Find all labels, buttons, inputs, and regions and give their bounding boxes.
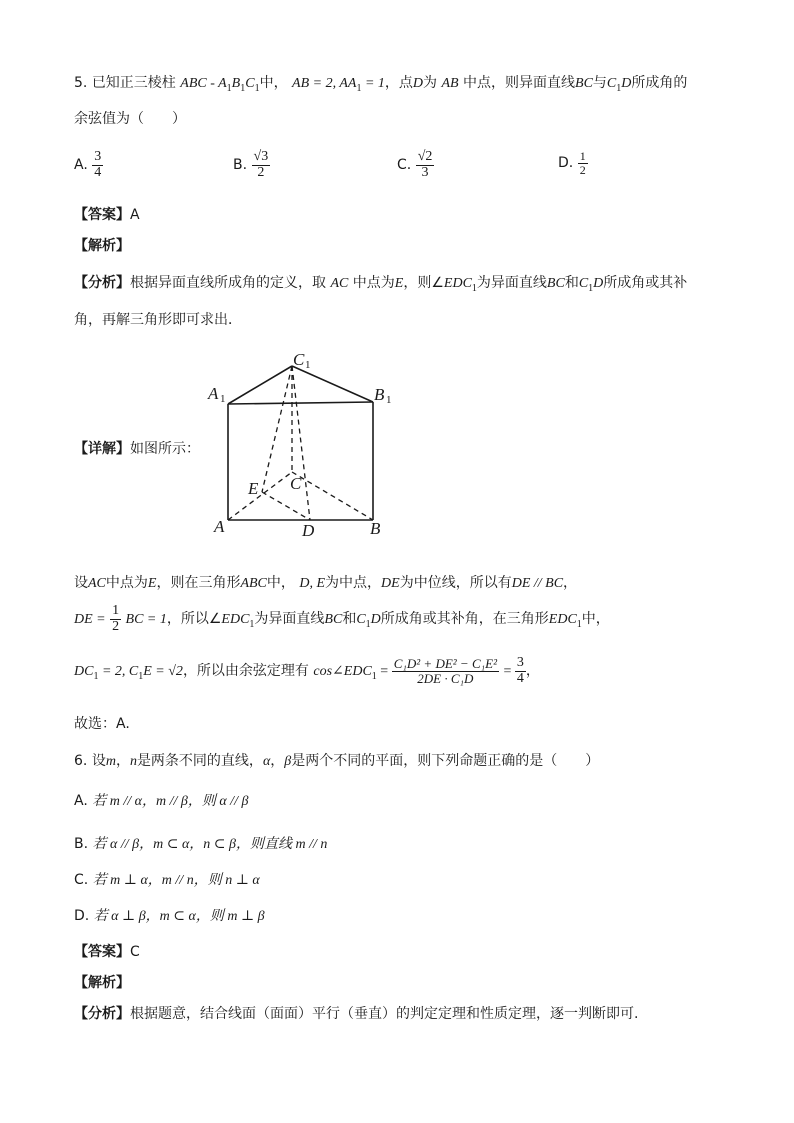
q6-answer: 【答案】C	[74, 944, 140, 960]
q6-option-b: B. 若 α // β，m ⊂ α，n ⊂ β，则直线 m // n	[74, 836, 328, 852]
q5-stem-line2: 余弦值为（ ）	[74, 111, 186, 127]
q6-analysis-tag: 【解析】	[74, 975, 130, 991]
label-a: A	[214, 517, 225, 536]
q5-choose: 故选：A.	[74, 716, 130, 732]
label-b1-sub: 1	[386, 394, 392, 406]
label-e: E	[248, 479, 259, 498]
q6-fenxi: 【分析】根据题意，结合线面（面面）平行（垂直）的判定定理和性质定理，逐一判断即可.	[74, 1006, 639, 1022]
label-c1-sub: 1	[305, 359, 311, 371]
prism-figure	[200, 352, 410, 542]
q5-fenxi-line1: 【分析】根据异面直线所成角的定义，取 AC 中点为E，则$\angle EDC_1$为异面直线BC和$C_1D$所成角或其补	[74, 275, 688, 294]
q5-option-d: D. $\frac{1}{2}$	[558, 149, 586, 177]
q5-solution-line3: $DC_1 = 2$, $C_1E = √2$，所以由余弦定理有 $\cos\angle EDC_1$ = $\frac{\text{C₁D² + DE² − C₁E²}}{\text{2DE · C₁D}}$ = $\frac{3}{4}$ ，	[74, 655, 540, 686]
q6-option-a: A. 若 m // α，m // β，则 α // β	[74, 793, 249, 809]
label-a1-sub: 1	[220, 393, 226, 405]
q5-analysis-tag: 【解析】	[74, 238, 130, 254]
q5-detail: 【详解】如图所示：	[74, 441, 200, 457]
edge-a1-c1	[228, 366, 292, 404]
edge-a1-b1	[228, 402, 373, 404]
q5-solution-line1: 设AC中点为E，则在三角形ABC中， D, E为中点，DE为中位线，所以有DE // BC，	[74, 575, 578, 591]
segment-c1-d	[292, 366, 310, 520]
q5-answer: 【答案】A	[74, 207, 140, 223]
q5-option-b: B. $\frac{√3}{2}$	[233, 149, 269, 180]
q5-option-a: A. $\frac{3}{4}$	[74, 149, 102, 180]
segment-e-d	[262, 492, 310, 520]
segment-c1-e	[262, 366, 292, 492]
label-c1: C	[293, 352, 305, 369]
q5-option-c: C. $\frac{√2}{3}$	[397, 149, 433, 180]
label-a1: A	[208, 384, 219, 403]
edge-c1-b1	[292, 366, 373, 402]
label-b: B	[370, 519, 381, 538]
edge-a-c	[228, 472, 292, 520]
label-b1: B	[374, 385, 385, 404]
label-d: D	[302, 521, 315, 540]
label-c: C	[290, 474, 302, 493]
q5-fenxi-line2: 角，再解三角形即可求出．	[74, 312, 242, 328]
q6-option-d: D. 若 α ⊥ β，m ⊂ α，则 m ⊥ β	[74, 908, 265, 924]
q6-option-c: C. 若 m ⊥ α，m // n，则 n ⊥ α	[74, 872, 260, 888]
q5-solution-line2: DE = $\frac{1}{2}$ BC = 1，所以$\angle EDC_1$为异面直线BC和$C_1D$所成角或其补角，在三角形$EDC_1$中，	[74, 603, 610, 634]
q6-stem: 6. 设m，n是两条不同的直线，α，β是两个不同的平面，则下列命题正确的是（ ）	[74, 753, 600, 769]
edge-c-b	[292, 472, 373, 520]
q5-stem-line1: 5. 已知正三棱柱 ABC - $A_1B_1C_1$中， AB = 2, $AA_1 = 1$，点D为 AB 中点，则异面直线BC与$C_1D$所成角的	[74, 75, 688, 94]
